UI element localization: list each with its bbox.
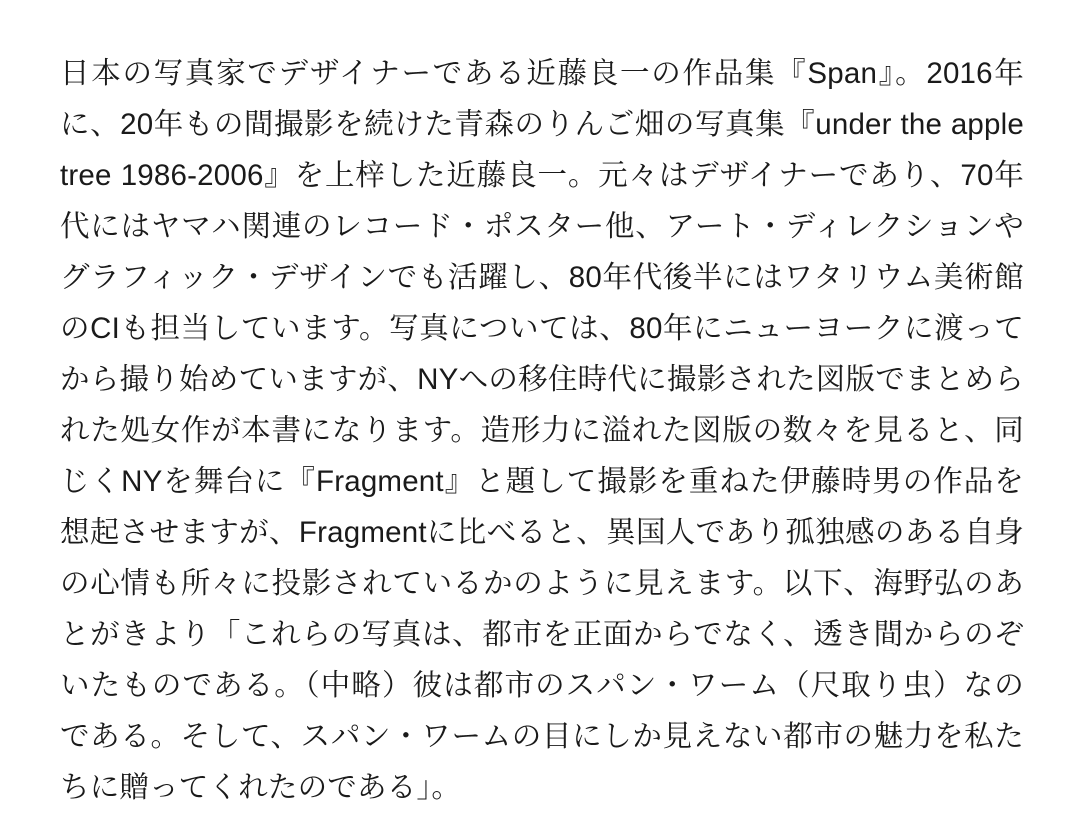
body-paragraph: 日本の写真家でデザイナーである近藤良一の作品集『Span』。2016年に、20年もの間撮影を続けた青森のりんご畑の写真集『under the apple tree 1986-2006』を上梓した近藤良一。元々はデザイナーであり、70年代にはヤマハ関連のレコード・ポスター他、アート・ディレクションやグラフィック・デザインでも活躍し、80年代後半にはワタリウム美術館のCIも担当しています。写真については、80年にニューヨークに渡ってから撮り始めていますが、NYへの移住時代に撮影された図版でまとめられた処女作が本書になります。造形力に溢れた図版の数々を見ると、同じくNYを舞台に『Fragment』と題して撮影を重ねた伊藤時男の作品を想起させますが、Fragmentに比べると、異国人であり孤独感のある自身の心情も所々に投影されているかのように見えます。以下、海野弘のあとがきより「これらの写真は、都市を正面からでなく、透き間からのぞいたものである。（中略）彼は都市のスパン・ワーム（尺取り虫）なのである。そして、スパン・ワームの目にしか見えない都市の魅力を私たちに贈ってくれたのである」。 [60, 56, 1033, 804]
